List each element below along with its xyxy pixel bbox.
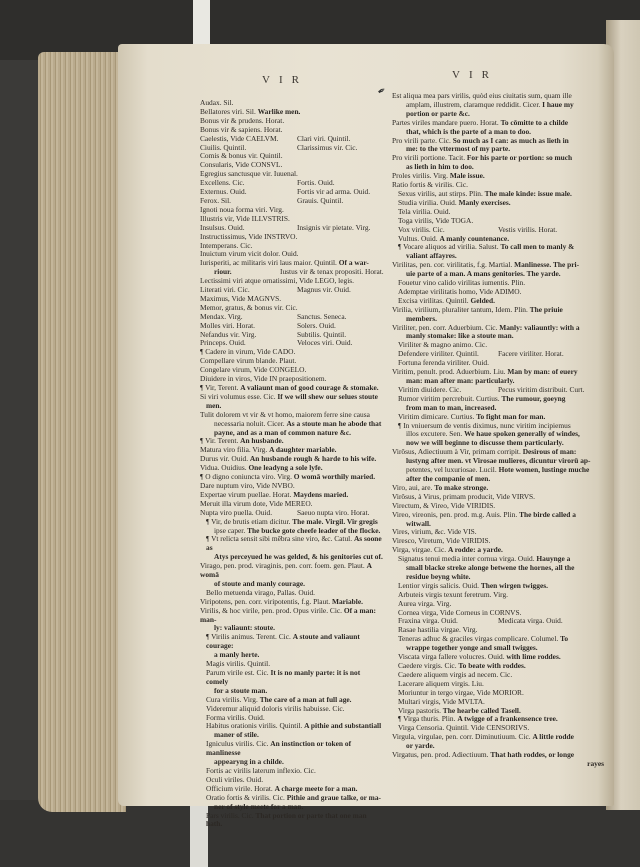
dictionary-line xyxy=(200,669,384,687)
latin-text: ¶ Vir, Terent. xyxy=(200,383,239,392)
english-gloss: Pithie and graue talke, or ma- xyxy=(286,792,381,802)
english-gloss: To make stronge. xyxy=(434,482,489,492)
latin-text: illos excutere. Sen. xyxy=(406,429,463,439)
english-gloss: uie parte of a man. A mans genitories. The yarde. xyxy=(406,269,561,279)
latin-text: Viriliter & magno animo. Cic. xyxy=(398,340,488,350)
latin-text: Maximus, Vide MAGNVS. xyxy=(200,293,282,303)
english-gloss: wrappe together yonge and small twigges. xyxy=(406,643,538,653)
latin-text: Excisa virilitas. Quintil. xyxy=(398,295,469,305)
latin-text: Partes viriles mandare puero. Horat. xyxy=(392,117,499,127)
english-gloss: a manly herte. xyxy=(214,650,260,660)
latin-text: Molles viri. Horat. xyxy=(200,320,256,330)
latin-text: Viriliter, pen. corr. Aduerbium. Cic. xyxy=(392,322,498,332)
latin-text: Dare nuptum viro, Vide NVBO. xyxy=(200,480,295,490)
latin-text: ¶ Vocare aliquos ad virilia. Salust. xyxy=(398,242,499,252)
latin-text: Parum virile est. Cic. xyxy=(206,668,269,677)
latin-text: Bellatores viri. Sil. xyxy=(200,106,256,116)
latin-text: ¶ Vir, de brutis etiam dicitur. xyxy=(206,516,291,526)
english-gloss: witwall. xyxy=(406,518,431,528)
english-gloss: A womā xyxy=(200,561,372,580)
english-gloss: as lieth in him to doo. xyxy=(406,162,474,172)
english-gloss: lustyng after men. vt Virosae mulieres, dicuntur virorū ap- xyxy=(406,456,591,466)
secondary-entry: Pecus viritim distribuit. Curt. xyxy=(498,384,585,394)
english-gloss: Maydens maried. xyxy=(293,489,349,499)
latin-text: Illustris vir, Vide ILLVSTRIS. xyxy=(200,213,290,223)
latin-text: Defendere viriliter. Quintil. xyxy=(398,349,479,359)
english-gloss: with lime roddes. xyxy=(506,652,561,662)
pen-mark-icon: ✒ xyxy=(375,84,389,99)
secondary-entry: Iustus vir & tenax propositi. Horat. xyxy=(280,267,384,277)
english-gloss: The birde called a xyxy=(519,509,576,519)
latin-text: Inuictum virum vicit dolor. Ouid. xyxy=(200,249,299,259)
english-gloss: An husbande. xyxy=(240,436,284,446)
latin-text: Lentior virgis salicis. Ouid. xyxy=(398,580,479,590)
latin-text: ¶ Virilis animus. Terent. Cic. xyxy=(206,632,291,642)
english-gloss: or yarde. xyxy=(406,741,435,751)
secondary-entry: Fortis vir ad arma. Ouid. xyxy=(297,187,371,197)
latin-text: Virôsus, Adiectiuum à Vir, primam corripit. xyxy=(392,447,521,457)
english-gloss: ner of style meete for a man. xyxy=(214,801,304,811)
english-gloss: Of a war- xyxy=(338,258,369,268)
latin-text: Viritim, penult. prod. Aduerbium. Liu. xyxy=(392,367,506,377)
english-gloss: Hote women, lustinge muche xyxy=(498,465,590,475)
english-gloss: As a stoute man he abode that xyxy=(286,418,382,428)
latin-text: Ciuilis. Quintil. xyxy=(200,142,247,152)
english-gloss: payne, and as a man of common nature &c. xyxy=(214,427,352,437)
english-gloss: An instinction or token of manlinesse xyxy=(206,739,352,758)
english-gloss: The hearbe called Tasell. xyxy=(442,705,521,715)
latin-text: Rasae hastilia virgae. Virg. xyxy=(398,625,478,635)
dictionary-line xyxy=(200,812,384,830)
latin-text: Fraxina virga. Ouid. xyxy=(398,616,458,626)
english-gloss: Manlinesse. The pri- xyxy=(514,260,580,270)
english-gloss: The care of a man at full age. xyxy=(259,694,352,704)
latin-text: Sexus virilis, aut stirps. Plin. xyxy=(398,188,483,198)
latin-text: Pro virili portione. Tacit. xyxy=(392,153,466,163)
latin-text: amplam, illustrem, claramque reddidit. Cicer. xyxy=(406,99,541,109)
secondary-entry: Sanctus. Seneca. xyxy=(297,311,347,321)
english-gloss: for a stoute man. xyxy=(214,685,268,695)
english-gloss: To cōmitte to a childe xyxy=(500,117,569,127)
latin-text: Igniculus virilis. Cic. xyxy=(206,739,269,749)
latin-text: Compellare virum blande. Plaut. xyxy=(200,356,297,366)
english-gloss: A valiaunt man of good courage & stomake. xyxy=(240,383,379,392)
english-gloss: To xyxy=(560,634,569,644)
latin-text: Teneras adhuc & graciles virgas complicare. Columel. xyxy=(398,634,559,644)
english-gloss: appearyng in a childe. xyxy=(214,757,284,767)
running-head-right: VIR xyxy=(452,69,498,81)
english-gloss: One leadyng a sole lyfe. xyxy=(248,463,323,473)
latin-text: Ademptae virilitatis homo, Vide ADIMO. xyxy=(398,286,522,296)
secondary-entry: Facere viriliter. Horat. xyxy=(498,349,564,359)
english-gloss: A manly countenance. xyxy=(439,233,510,243)
secondary-entry: Vestis virilis. Horat. xyxy=(498,224,558,234)
english-gloss: A pithie and substantiall xyxy=(304,721,382,731)
latin-text: Virago, pen. prod. viraginis, pen. corr. foem. gen. Plaut. xyxy=(200,561,365,571)
latin-text: Virgatus, pen. prod. Adiectiuum. xyxy=(392,750,489,760)
english-gloss: The rumour, goeyng xyxy=(501,393,566,403)
english-gloss: A rodde: a yarde. xyxy=(447,545,503,555)
english-gloss: small blacke streke alonge betwene the hornes, all the xyxy=(406,563,575,573)
dictionary-line xyxy=(200,740,384,758)
latin-text: Ratio fortis & virilis. Cic. xyxy=(392,180,468,190)
english-gloss: We haue spoken generally of windes, xyxy=(464,429,580,439)
dictionary-line xyxy=(200,393,384,402)
latin-text: Intemperans. Cic. xyxy=(200,240,253,250)
latin-text: Lectissimi viri atque ornatissimi, Vide LEGO, legis. xyxy=(200,276,354,286)
latin-text: ¶ Virga thuris. Plin. xyxy=(398,714,456,724)
english-gloss: Desirous of man: xyxy=(522,447,577,457)
latin-text: Cornea virga, Vide Corneus in CORNVS. xyxy=(398,607,522,617)
latin-text: Ignoti noua forma viri. Virg. xyxy=(200,204,284,214)
latin-text: Virectum, & Vireo, Vide VIRIDIS. xyxy=(392,500,496,510)
latin-text: Vidua. Ouidius. xyxy=(200,463,247,473)
latin-text: Cura virilis. Virg. xyxy=(206,694,258,704)
english-gloss: man: man after man: particularly. xyxy=(406,376,515,385)
english-gloss: A stoute and valiaunt courage: xyxy=(206,632,360,651)
latin-text: Officium virile. Horat. xyxy=(206,783,273,793)
english-gloss: maner of stile. xyxy=(214,730,259,740)
latin-text: Durus vir. Ouid. xyxy=(200,454,249,464)
english-gloss: A twigge of a frankensence tree. xyxy=(457,714,558,724)
secondary-entry: Saeuo nupta viro. Horat. xyxy=(297,507,370,517)
latin-text: Virilia, virilium, pluraliter tantum, Idem. Plin. xyxy=(392,304,528,314)
latin-text: Ferox. Sil. xyxy=(200,195,232,205)
latin-text: Arbuteis virgis texunt feretrum. Virg. xyxy=(398,589,508,599)
english-gloss: riour. xyxy=(214,267,232,277)
latin-text: ¶ Cadere in virum, Vide CADO. xyxy=(200,347,296,357)
english-gloss: members. xyxy=(406,313,437,323)
english-gloss: As soone as xyxy=(206,534,382,553)
english-gloss: Manly: valiauntly: with a xyxy=(499,322,580,332)
latin-text: Egregius sanctusque vir. Iuuenal. xyxy=(200,169,298,179)
latin-text: Vireo, vireonis, pen. prod. m.g. Auis. Plin. xyxy=(392,509,518,519)
latin-text: ipse caper. xyxy=(214,525,246,535)
latin-text: Moriuntur in tergo virgae, Vide MORIOR. xyxy=(398,687,524,697)
english-gloss: That portion or parte that one man hath. xyxy=(206,810,367,829)
english-gloss: Of a man: man- xyxy=(200,605,376,624)
secondary-entry: Subtilis. Quintil. xyxy=(297,329,347,339)
english-gloss: The priuie xyxy=(529,304,563,314)
english-gloss: A charge meete for a man. xyxy=(274,783,358,793)
latin-text: Princeps. Ouid. xyxy=(200,338,246,348)
latin-text: Matura viro filia. Virg. xyxy=(200,445,268,455)
latin-text: Viritim diuidere. Cic. xyxy=(398,384,462,394)
latin-text: Insulsus. Ouid. xyxy=(200,222,245,232)
dictionary-line xyxy=(200,633,384,651)
english-gloss: A daughter mariable. xyxy=(269,445,337,455)
latin-text: Virôsus, à Virus, primam producit, Vide VIRVS. xyxy=(392,491,536,501)
latin-text: Si viri volumus esse. Cic. xyxy=(200,391,276,401)
english-gloss: To fight man for man. xyxy=(476,411,546,421)
latin-text: Comis & bonus vir. Quintil. xyxy=(200,151,283,161)
latin-text: Virilitas, pen. cor. virilitatis, f.g. Martial. xyxy=(392,260,513,270)
latin-text: Vultus. Ouid. xyxy=(398,233,438,243)
english-gloss: I haue my xyxy=(542,99,574,109)
latin-text: Rumor viritim percrebuit. Curtius. xyxy=(398,393,500,403)
latin-text: Caelestis, Vide CAELVM. xyxy=(200,133,279,143)
english-gloss: O womā worthily maried. xyxy=(293,472,376,482)
latin-text: Bonus vir & prudens. Horat. xyxy=(200,115,285,125)
latin-text: Caedere aliquem virgis ad necem. Cic. xyxy=(398,669,513,679)
latin-text: Forma virilis. Ouid. xyxy=(206,712,265,722)
latin-text: Bello metuenda virago, Pallas. Ouid. xyxy=(206,587,315,597)
english-gloss: That hath roddes, or longe xyxy=(490,750,575,760)
latin-text: Excellens. Cic. xyxy=(200,178,245,188)
english-gloss: Then wirgen twigges. xyxy=(480,580,548,590)
latin-text: Instructissimus, Vide INSTRVO. xyxy=(200,231,298,241)
english-gloss: after the companie of men. xyxy=(406,473,491,483)
latin-text: Habitus orationis virilis. Quintil. xyxy=(206,721,303,731)
latin-text: Meruit illa virum dote, Vide MEREO. xyxy=(200,498,313,508)
latin-text: ¶ Vt relicta sensit sibi mēbra sine viro, &c. Catul. xyxy=(206,534,353,544)
latin-text: Audax. Sil. xyxy=(200,98,234,107)
dictionary-line xyxy=(200,535,384,553)
latin-text: Bonus vir & sapiens. Horat. xyxy=(200,124,283,134)
latin-text: Oculi viriles. Ouid. xyxy=(206,774,264,784)
english-gloss: manly stomake: like a stoute man. xyxy=(406,331,514,341)
latin-text: Viscata virga fallere volucres. Ouid. xyxy=(398,652,505,662)
latin-text: Fouetur vino calido virilitas iumentis. Plin. xyxy=(398,278,526,288)
secondary-entry: Magnus vir. Ouid. xyxy=(297,285,351,295)
english-gloss: from man to man, increased. xyxy=(406,402,497,412)
english-gloss: A little rodde xyxy=(532,732,574,742)
english-gloss: men. xyxy=(206,400,222,410)
english-gloss: To call men to manly & xyxy=(500,242,575,252)
latin-text: Nefandus vir. Virg. xyxy=(200,329,257,339)
latin-text: Virga, virgae. Cic. xyxy=(392,545,447,555)
latin-text: Caedere virgis. Cic. xyxy=(398,661,457,670)
latin-text: Studia virilia. Ouid. xyxy=(398,197,457,207)
dictionary-line xyxy=(200,607,384,625)
latin-text: necessaria noluit. Cicer. xyxy=(214,418,285,428)
latin-text: Consularis, Vide CONSVL. xyxy=(200,160,283,170)
latin-text: Viritim dimicare. Curtius. xyxy=(398,411,475,421)
latin-text: Expertae virum puellae. Horat. xyxy=(200,489,292,499)
english-gloss: It is no manly parte: it is not comely xyxy=(206,668,361,686)
running-head-left: VIR xyxy=(262,74,308,86)
english-gloss: The male kinde: issue male. xyxy=(484,188,572,198)
english-gloss: residue beyng white. xyxy=(406,571,471,581)
latin-text: petentes, vel luxuriosae. Lucil. xyxy=(406,465,497,475)
latin-text: Virgula, virgulae, pen. corr. Diminutiuum. Cic. xyxy=(392,732,531,742)
english-gloss: Manly exercises. xyxy=(458,197,511,207)
latin-text: Externus. Ouid. xyxy=(200,187,247,197)
english-gloss: An husbande rough & harde to his wife. xyxy=(249,454,377,464)
secondary-entry: Medicata virga. Ouid. xyxy=(498,616,563,626)
latin-text: ¶ In vniuersum de ventis diximus, nunc viritim incipiemus xyxy=(398,420,571,430)
english-gloss: that, which is the parte of a man to doo. xyxy=(406,126,532,136)
latin-text: Lacerare aliquem virgis. Liu. xyxy=(398,678,484,688)
english-gloss: Male issue. xyxy=(449,171,485,181)
english-gloss: now we will beginne to discusse them particularly. xyxy=(406,438,564,448)
latin-text: Videremur aliquid doloris virilis habuisse. Cic. xyxy=(206,703,345,713)
latin-text: Proles virilis. Virg. xyxy=(392,171,448,181)
english-gloss: For his parte or portion: so much xyxy=(466,153,573,163)
latin-text: Virga Censoria. Quintil. Vide CENSORIVS. xyxy=(398,723,530,733)
latin-text: Pro virili parte. Cic. xyxy=(392,135,451,145)
secondary-entry: Grauis. Quintil. xyxy=(297,195,344,205)
english-gloss: me: to the vttermost of my parte. xyxy=(406,144,511,154)
latin-text: Memor, gratus, & bonus vir. Cic. xyxy=(200,302,298,312)
latin-text: Vires, virium, &c. Vide VIS. xyxy=(392,527,477,537)
dictionary-line xyxy=(392,760,604,769)
english-gloss: So much as I can: as much as lieth in xyxy=(452,135,569,145)
latin-text: Fortuna ferenda viriliter. Ouid. xyxy=(398,358,489,368)
right-column xyxy=(392,92,604,769)
secondary-entry: Solers. Ouid. xyxy=(297,320,336,330)
latin-text: Viripotens, pen. corr. viripotentis, f.g. Plaut. xyxy=(200,596,331,606)
secondary-entry: Clari viri. Quintil. xyxy=(297,133,351,143)
secondary-entry: Insignis vir pietate. Virg. xyxy=(297,222,371,232)
latin-text: ¶ O digno coniuncta viro. Virg. xyxy=(200,472,292,482)
latin-text: Pars virilis. Cic. xyxy=(206,810,254,820)
latin-text: Viro, aui, are. xyxy=(392,482,433,492)
latin-text: Aurea virga. Virg. xyxy=(398,598,452,608)
latin-text: Fortis ac virilis laterum inflexio. Cic. xyxy=(206,765,316,775)
latin-text: Vox virilis. Cic. xyxy=(398,224,445,234)
english-gloss: If we will shew our selues stoute xyxy=(277,391,378,401)
latin-text: Multari virgis, Vide MVLTA. xyxy=(398,696,485,706)
english-gloss: To beate with roddes. xyxy=(458,661,526,670)
english-gloss: of stoute and manly courage. xyxy=(214,578,305,588)
secondary-entry: Fortis. Ouid. xyxy=(297,178,335,188)
latin-text: Magis virilis. Quintil. xyxy=(206,659,271,669)
latin-text: Est aliqua mea pars virilis, quòd eius ciuitatis sum, quam ille xyxy=(392,91,572,100)
english-gloss: Mariable. xyxy=(331,596,363,606)
latin-text: Signatus tenui media inter cornua virga. Ouid. xyxy=(398,554,535,564)
secondary-entry: Veloces viri. Ouid. xyxy=(297,338,353,348)
english-gloss: Hauynge a xyxy=(536,554,571,564)
latin-text: Toga virilis, Vide TOGA. xyxy=(398,215,474,225)
english-gloss: valiant affayres. xyxy=(406,251,457,261)
secondary-entry: Clarissimus vir. Cic. xyxy=(297,142,358,152)
latin-text: Viresco, Viretum, Vide VIRIDIS. xyxy=(392,536,491,546)
latin-text: Virilis, & hoc virile, pen. prod. Opus virile. Cic. xyxy=(200,605,343,615)
english-gloss: rayes xyxy=(587,758,604,768)
latin-text: Tulit dolorem vt vir & vt homo, maiorem ferre sine causa xyxy=(200,409,370,419)
english-gloss: The bucke gote cheefe leader of the flocke. xyxy=(247,525,381,535)
left-column xyxy=(200,99,384,829)
english-gloss: ly: valiaunt: stoute. xyxy=(214,623,275,633)
latin-text: Mendax. Virg. xyxy=(200,311,243,321)
dictionary-line xyxy=(392,751,604,760)
english-gloss: Man by man: of euery xyxy=(507,367,578,377)
latin-text: Oratio fortis & virilis. Cic. xyxy=(206,792,285,802)
latin-text: Nupta viro puella. Ouid. xyxy=(200,507,273,517)
english-gloss: Warlike men. xyxy=(257,106,301,116)
english-gloss: The male. Virgil. Vir gregis xyxy=(292,516,378,526)
latin-text: Diuidere in viros, Vide IN praepositionem. xyxy=(200,374,327,384)
page-stack-edge xyxy=(38,52,126,812)
latin-text: Tela virilia. Ouid. xyxy=(398,206,451,216)
latin-text: Literati viri. Cic. xyxy=(200,285,250,295)
latin-text: ¶ Vir. Terent. xyxy=(200,436,239,446)
english-gloss: Atys perceyued he was gelded, & his genitories cut of. xyxy=(214,552,383,562)
dictionary-line xyxy=(200,562,384,580)
english-gloss: portion or parte &c. xyxy=(406,108,470,118)
latin-text: Iurisperiti, ac militaris viri laus maior. Quintil. xyxy=(200,258,337,268)
latin-text: Virga pastoris. xyxy=(398,705,441,715)
latin-text: Congelare virum, Vide CONGELO. xyxy=(200,365,307,375)
english-gloss: Gelded. xyxy=(470,295,495,305)
